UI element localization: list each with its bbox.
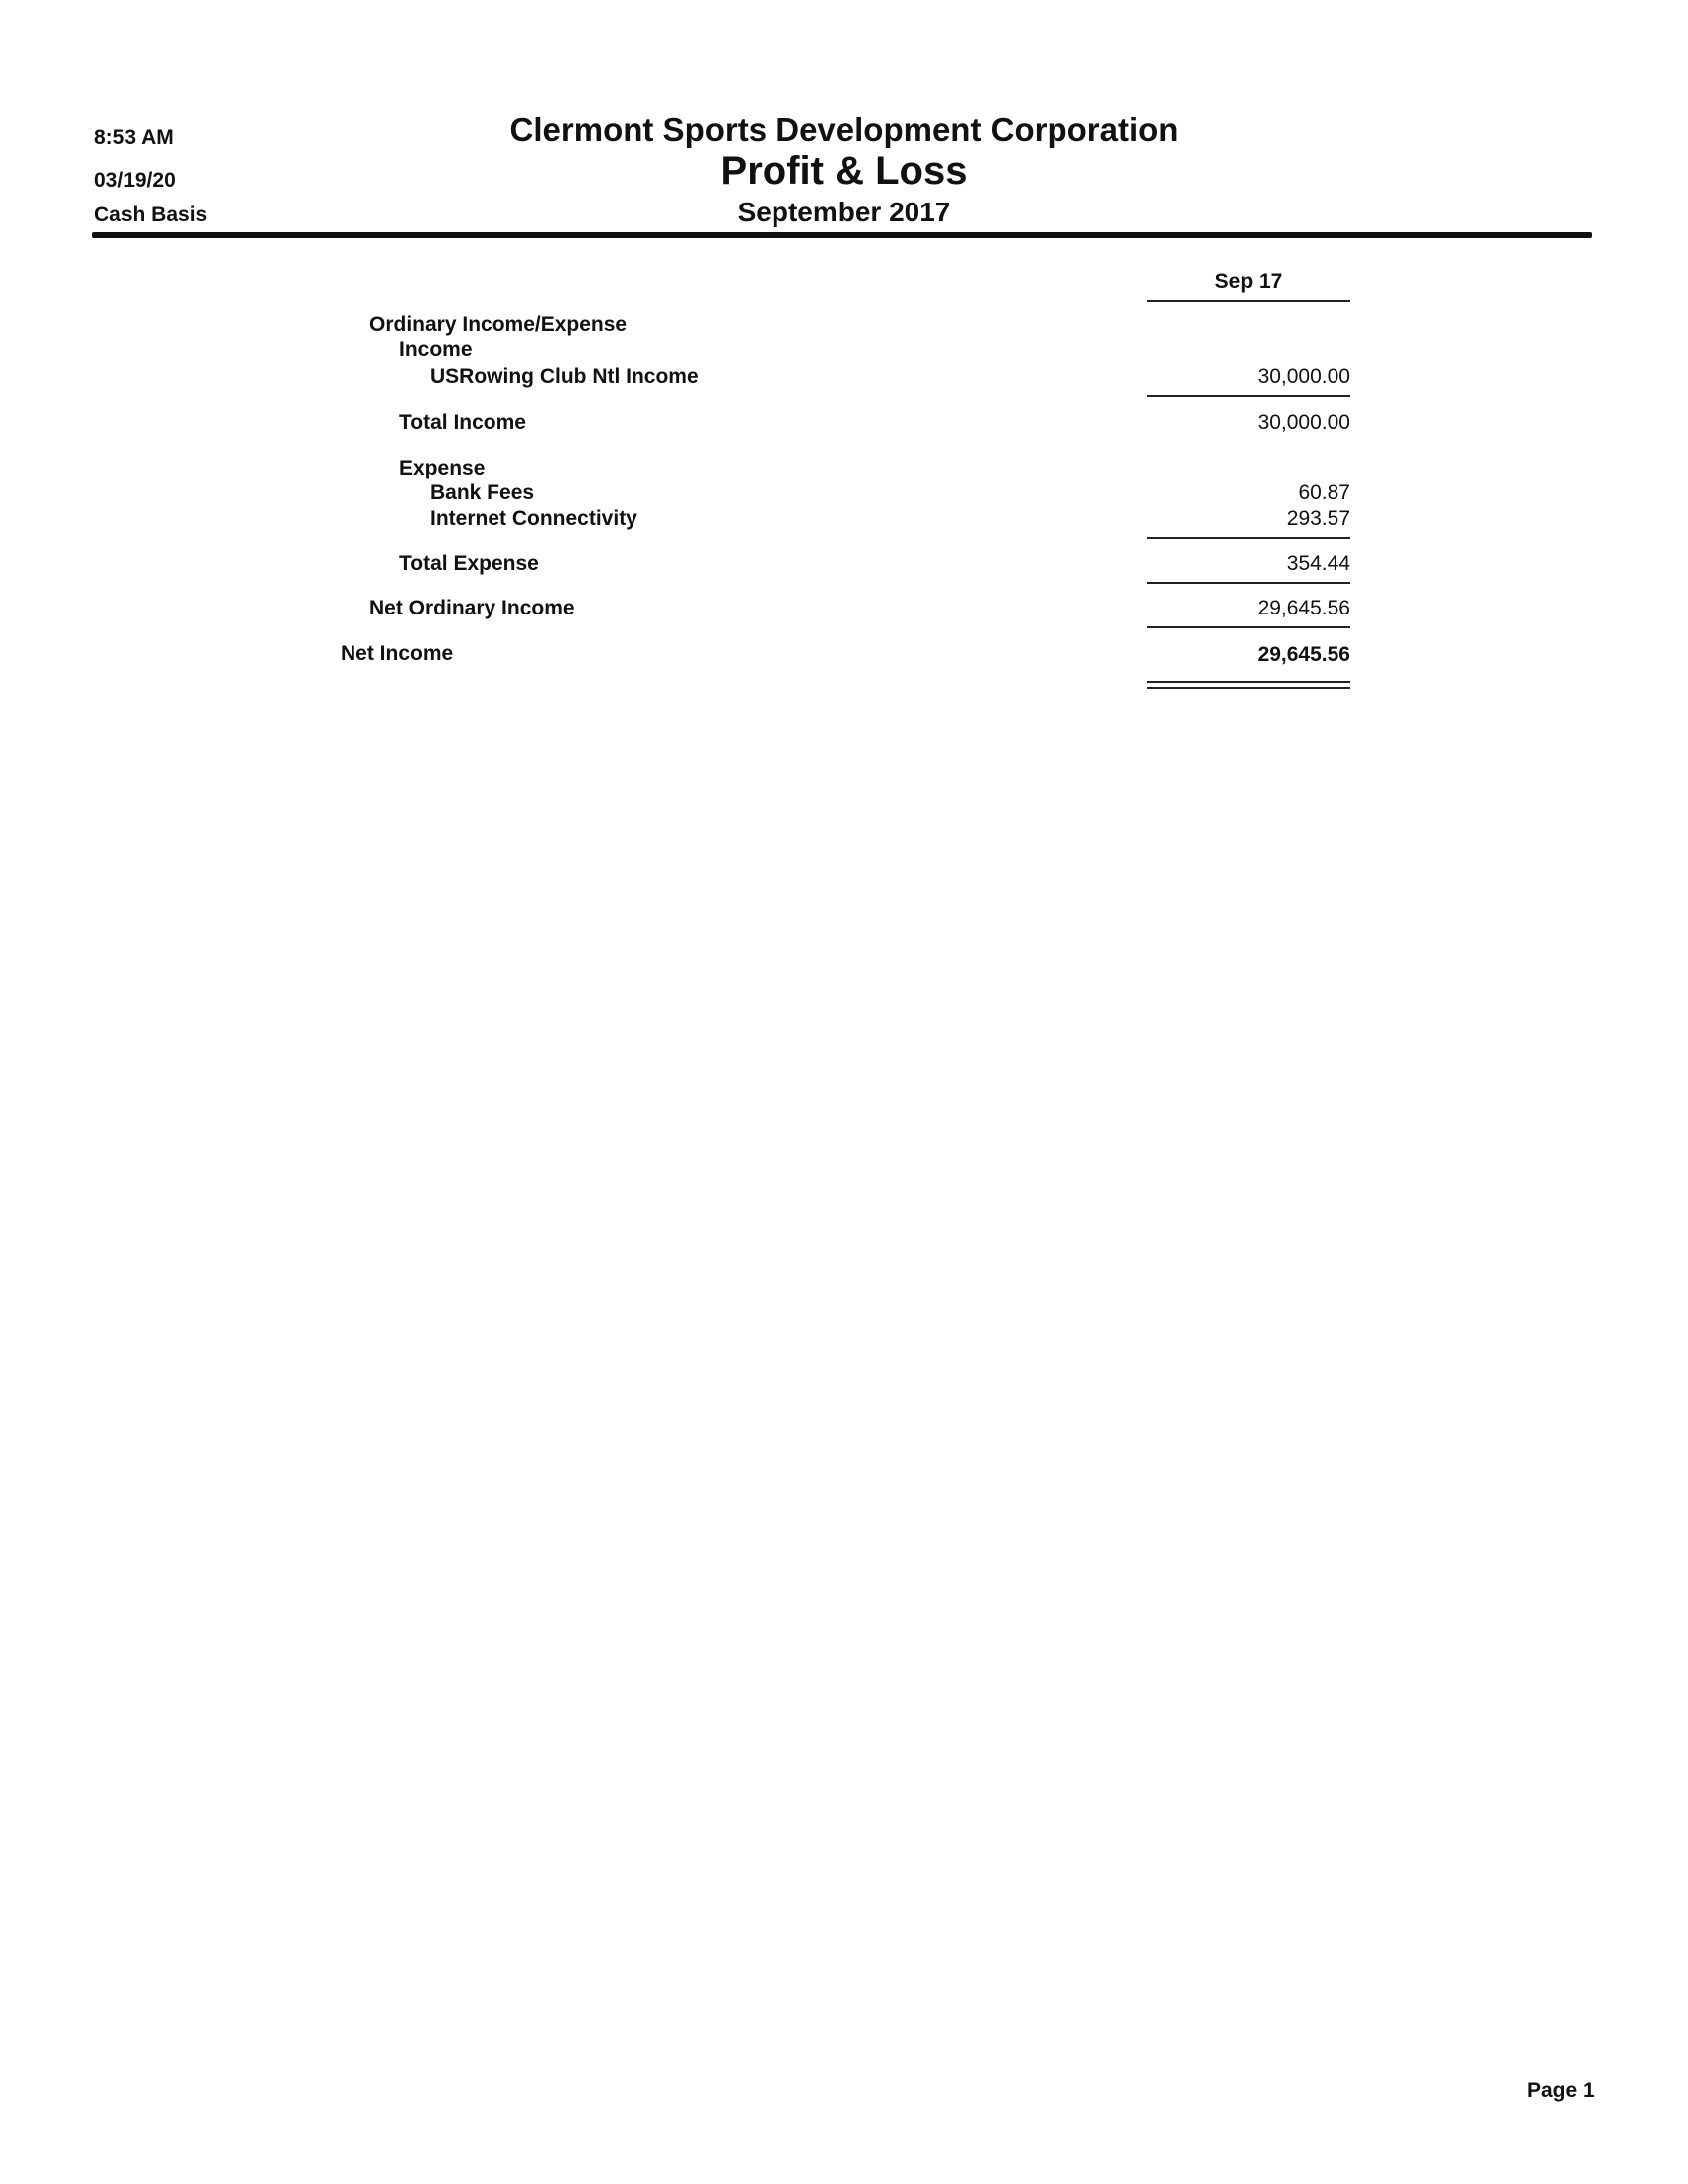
report-date: 03/19/20 <box>94 169 176 192</box>
expense-subtotal-rule <box>1147 537 1350 539</box>
section-income: Income <box>399 339 473 361</box>
net-income-double-underline <box>1147 681 1350 689</box>
net-ordinary-income-rule <box>1147 626 1350 628</box>
row-net-ordinary-income-label: Net Ordinary Income <box>369 597 575 619</box>
income-subtotal-rule <box>1147 395 1350 397</box>
company-name: Clermont Sports Development Corporation <box>509 111 1179 148</box>
row-total-expense-amount: 354.44 <box>1286 552 1350 575</box>
row-internet-amount: 293.57 <box>1286 507 1350 530</box>
row-net-ordinary-income-amount: 29,645.56 <box>1257 597 1350 619</box>
row-net-income-label: Net Income <box>341 642 454 665</box>
row-total-income-amount: 30,000.00 <box>1257 411 1350 434</box>
report-title: Profit & Loss <box>720 149 968 193</box>
row-total-income-label: Total Income <box>399 411 526 434</box>
header-divider <box>92 232 1592 238</box>
row-total-expense-label: Total Expense <box>399 552 539 575</box>
page-number: Page 1 <box>1527 2079 1595 2102</box>
row-net-income-amount: 29,645.56 <box>1257 643 1350 666</box>
section-expense: Expense <box>399 457 486 479</box>
section-ordinary-income-expense: Ordinary Income/Expense <box>369 313 628 336</box>
row-usrowing-label: USRowing Club Ntl Income <box>430 365 699 388</box>
row-bank-fees-label: Bank Fees <box>430 481 535 504</box>
report-period: September 2017 <box>737 197 951 227</box>
column-header-underline <box>1147 300 1350 302</box>
total-expense-rule <box>1147 582 1350 584</box>
column-header: Sep 17 <box>1214 270 1283 293</box>
row-bank-fees-amount: 60.87 <box>1298 481 1350 504</box>
report-basis: Cash Basis <box>94 204 208 226</box>
row-usrowing-amount: 30,000.00 <box>1257 365 1350 388</box>
row-internet-label: Internet Connectivity <box>430 507 637 530</box>
report-time: 8:53 AM <box>94 126 174 149</box>
